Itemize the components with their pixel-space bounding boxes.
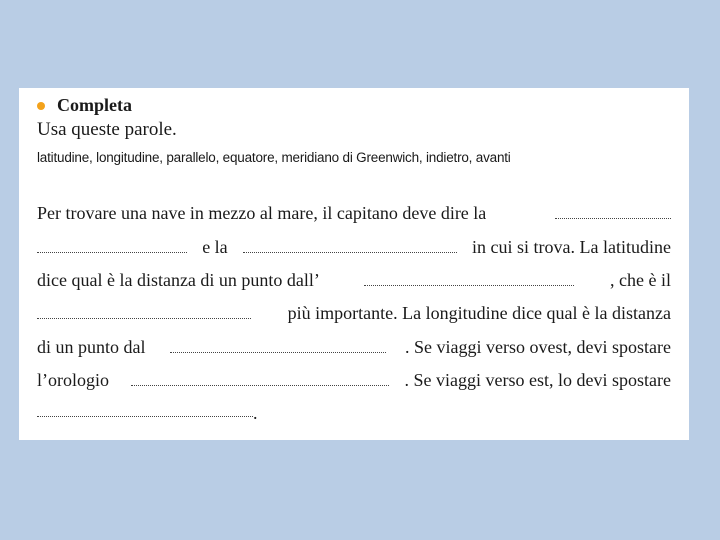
exercise-card — [19, 88, 689, 440]
word-bank: latitudine, longitudine, parallelo, equatore, meridiano di Greenwich, indietro, avanti — [37, 150, 511, 165]
text-fragment: , che è il — [610, 270, 671, 290]
instruction-text: Usa queste parole. — [37, 119, 177, 140]
heading-text: Completa — [57, 95, 132, 115]
text-line-7 — [37, 403, 671, 424]
blank-field-4[interactable] — [37, 318, 251, 319]
text-fragment: più importante. La longitudine dice qual è la distanza — [287, 303, 671, 323]
blank-field-1-cont[interactable] — [37, 252, 187, 253]
text-fragment: . — [253, 403, 258, 423]
blank-field-7[interactable] — [37, 416, 253, 417]
exercise-heading — [37, 95, 132, 116]
text-line-6 — [37, 370, 671, 391]
text-line-1 — [37, 203, 671, 224]
text-fragment: di un punto dal — [37, 337, 146, 357]
text-fragment: Per trovare una nave in mezzo al mare, il capitano deve dire la — [37, 203, 487, 223]
text-line-5 — [37, 337, 671, 358]
blank-field-6[interactable] — [131, 385, 389, 386]
text-fragment: e la — [202, 237, 228, 257]
text-line-2 — [37, 237, 671, 258]
blank-field-1[interactable] — [555, 218, 671, 219]
text-fragment: . Se viaggi verso ovest, devi spostare — [405, 337, 671, 357]
text-fragment: . Se viaggi verso est, lo devi spostare — [404, 370, 671, 390]
blank-field-3[interactable] — [364, 285, 574, 286]
blank-field-2[interactable] — [243, 252, 457, 253]
blank-field-5[interactable] — [170, 352, 386, 353]
text-line-4 — [37, 303, 671, 324]
text-fragment: in cui si trova. La latitudine — [472, 237, 671, 257]
text-fragment: l’orologio — [37, 370, 109, 390]
bullet-icon — [37, 102, 45, 110]
text-line-3 — [37, 270, 671, 291]
text-fragment: dice qual è la distanza di un punto dall’ — [37, 270, 320, 290]
